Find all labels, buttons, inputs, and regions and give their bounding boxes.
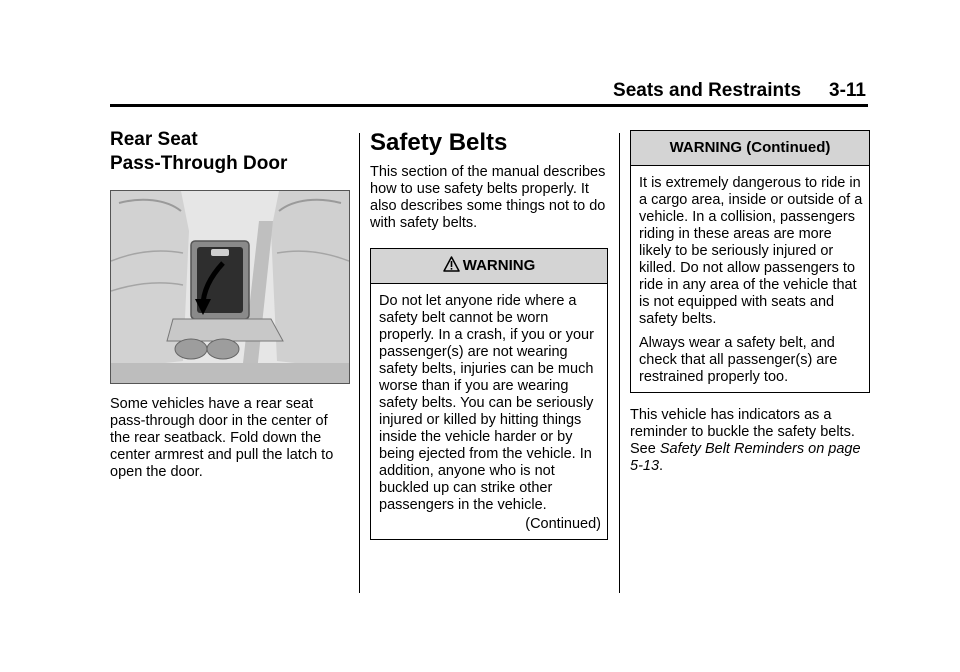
reminder-cross-reference[interactable]: Safety Belt Reminders on page 5-13 — [630, 441, 861, 474]
rear-seat-heading — [110, 128, 350, 176]
safety-belts-column — [370, 128, 608, 540]
warning-continued-body — [631, 166, 869, 392]
header-page-number: 3-11 — [829, 80, 866, 101]
safety-belts-intro: This section of the manual describes how to use safety belts properly. It also describes some things not to do with safety belts. — [370, 164, 606, 231]
warning-continued-column — [630, 130, 870, 475]
rear-seat-heading-line2: Pass-Through Door — [110, 153, 288, 174]
rear-seat-column — [110, 128, 350, 481]
column-divider — [359, 133, 360, 593]
warning-triangle-icon — [443, 251, 460, 285]
reminder-end: . — [659, 458, 664, 474]
warning-continued-para1: It is extremely dangerous to ride in a cargo area, inside or outside of a vehicle. In a collision, passengers riding in these areas are more likely to be seriously injured or killed. Do not allow passengers to ride in any area of the vehicle that is not equipped with seats and safety belts. — [639, 175, 863, 327]
reminder-lead: This vehicle has indicators as a reminder to buckle the safety belts. See — [630, 407, 855, 457]
header-rule — [110, 104, 868, 107]
warning-continued-note: (Continued) — [525, 516, 601, 532]
warning-continued-header: WARNING (Continued) — [631, 131, 869, 166]
warning-continued-box — [630, 130, 870, 393]
header-section-title: Seats and Restraints — [613, 80, 802, 101]
running-header — [600, 80, 866, 102]
warning-box — [370, 248, 608, 540]
warning-text: Do not let anyone ride where a safety belt cannot be worn properly. In a crash, if you or your passenger(s) are not wearing safety belts, injuries can be much worse than if you are wearing safety belts. You can be seriously injured or killed by hitting things inside the vehicle harder or by being ejected from the vehicle. In addition, anyone who is not buckled up can strike other passengers in the vehicle. — [379, 293, 594, 513]
rear-seat-heading-line1: Rear Seat — [110, 129, 198, 150]
warning-body — [371, 284, 607, 539]
warning-header — [371, 249, 607, 284]
warning-continued-para2: Always wear a safety belt, and check that all passenger(s) are restrained properly too. — [639, 335, 838, 385]
warning-label: WARNING — [462, 257, 536, 274]
reminder-text — [630, 407, 870, 475]
column-divider — [619, 133, 620, 593]
pass-through-door-illustration — [110, 190, 350, 384]
rear-seat-body-text: Some vehicles have a rear seat pass-through door in the center of the rear seatback. Fold down the center armrest and pull the latch to open the door. — [110, 396, 334, 480]
safety-belts-heading: Safety Belts — [370, 129, 508, 156]
